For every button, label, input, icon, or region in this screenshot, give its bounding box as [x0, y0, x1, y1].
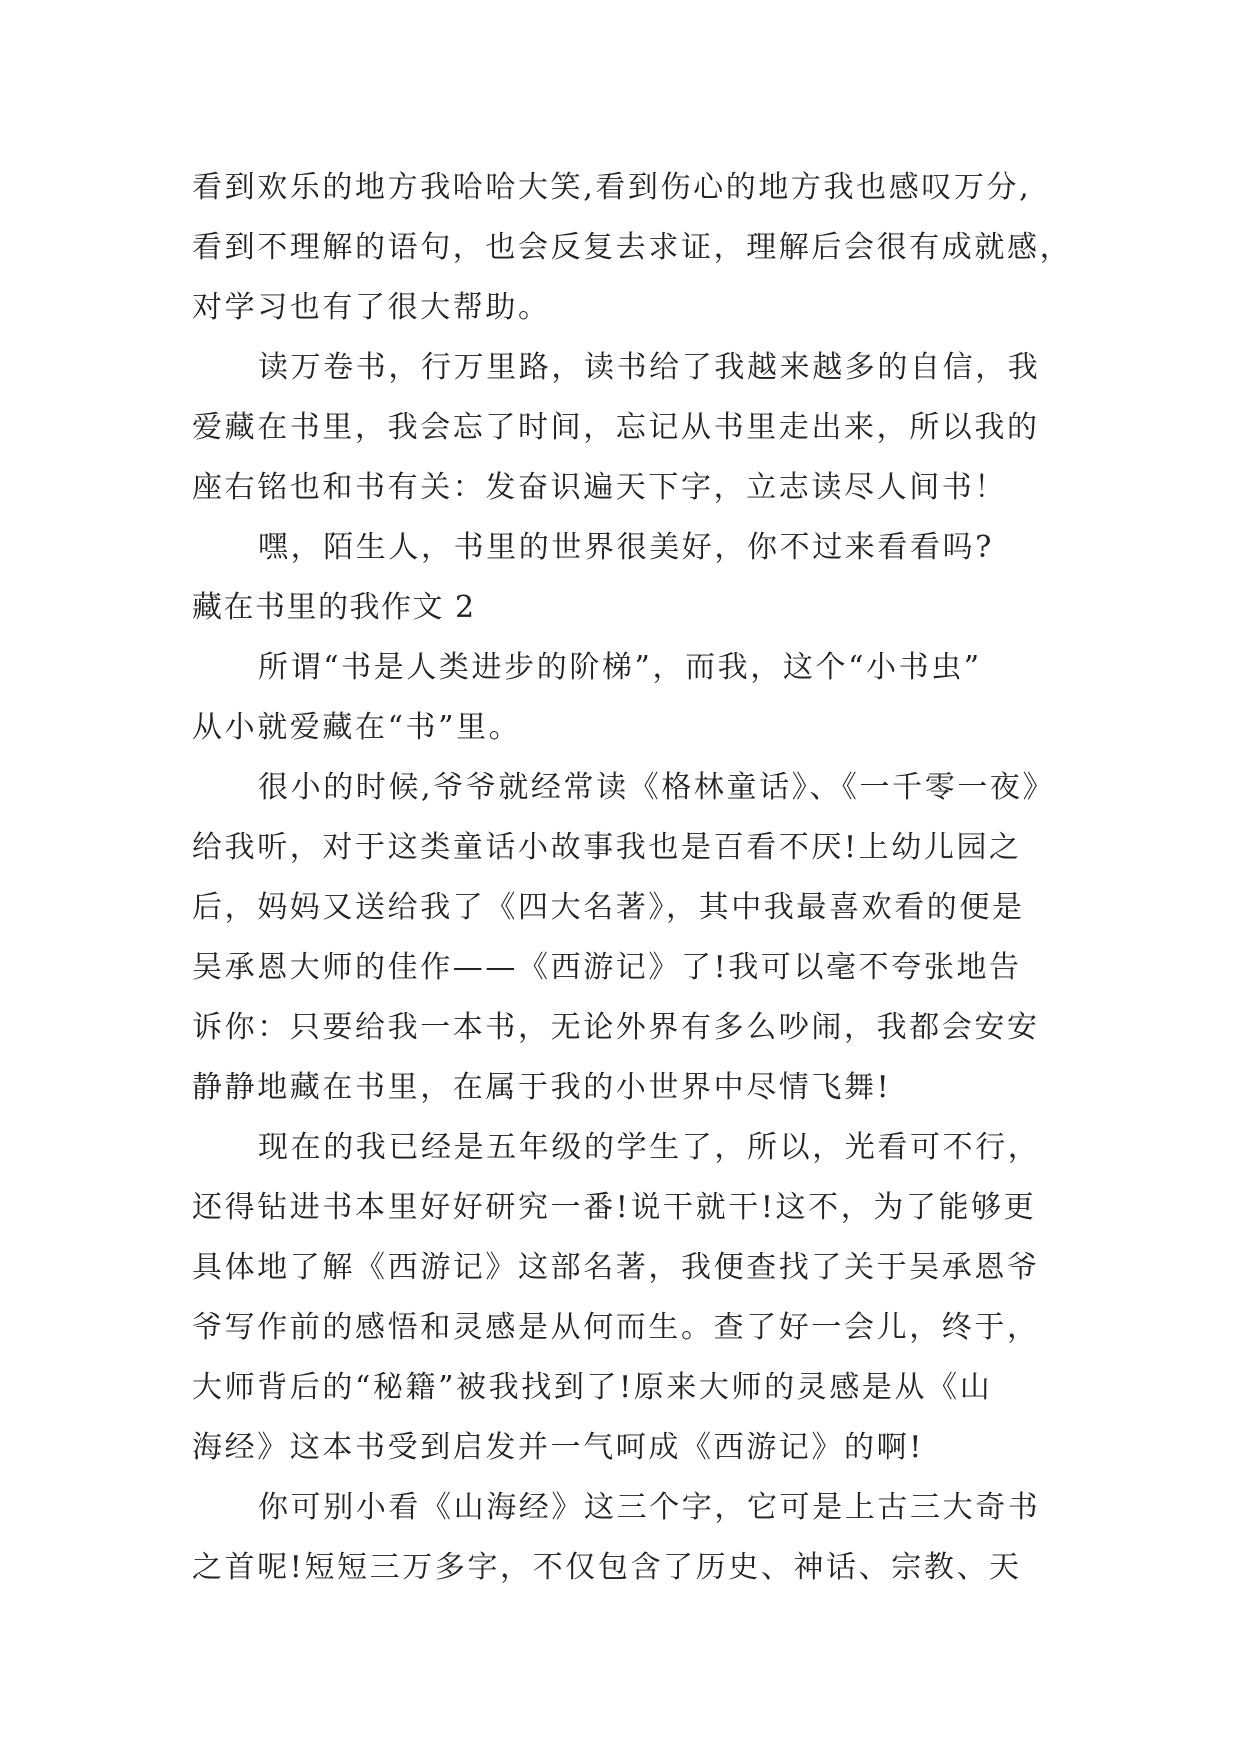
text-line: 读万卷书，行万里路，读书给了我越来越多的自信，我 [258, 350, 1041, 385]
text-line: 很小的时候,爷爷就经常读《格林童话》、《一千零一夜》 [258, 770, 1056, 805]
text-line: 现在的我已经是五年级的学生了，所以，光看可不行， [258, 1130, 1041, 1165]
paragraph-childhood [192, 758, 1092, 1118]
paragraph-research [192, 1118, 1092, 1478]
paragraph-bookworm [192, 638, 1092, 758]
text-line: 之首呢!短短三万多字，不仅包含了历史、神话、宗教、天 [192, 1550, 1022, 1585]
text-line: 看到欢乐的地方我哈哈大笑,看到伤心的地方我也感叹万分, [192, 170, 1032, 205]
paragraph-intro [192, 158, 1092, 338]
text-line: 对学习也有了很大帮助。 [192, 290, 551, 325]
essay-title-text: 藏在书里的我作文 2 [192, 590, 476, 625]
text-line: 爱藏在书里，我会忘了时间，忘记从书里走出来，所以我的 [192, 410, 1040, 445]
text-line: 具体地了解《西游记》这部名著，我便查找了关于吴承恩爷 [192, 1250, 1040, 1285]
text-line: 座右铭也和书有关：发奋识遍天下字，立志读尽人间书！ [192, 470, 1007, 505]
paragraph-shanhaijing [192, 1478, 1092, 1598]
text-line: 从小就爱藏在“书”里。 [192, 710, 522, 745]
text-line: 海经》这本书受到启发并一气呵成《西游记》的啊! [192, 1430, 924, 1465]
text-line: 爷写作前的感悟和灵感是从何而生。查了好一会儿，终于， [192, 1310, 1040, 1345]
text-line: 静静地藏在书里，在属于我的小世界中尽情飞舞! [192, 1070, 892, 1105]
text-line: 看到不理解的语句，也会反复去求证，理解后会很有成就感， [192, 230, 1073, 265]
text-line: 后，妈妈又送给我了《四大名著》，其中我最喜欢看的便是 [192, 890, 1025, 925]
text-line: 给我听，对于这类童话小故事我也是百看不厌!上幼儿园之 [192, 830, 1022, 865]
text-line: 诉你：只要给我一本书，无论外界有多么吵闹，我都会安安 [192, 1010, 1040, 1045]
text-line: 还得钻进书本里好好研究一番!说干就干!这不，为了能够更 [192, 1190, 1037, 1225]
paragraph-read-books [192, 338, 1092, 518]
paragraph-stranger [192, 518, 1092, 578]
text-line: 嘿，陌生人，书里的世界很美好，你不过来看看吗? [258, 530, 994, 565]
document-page [192, 158, 1092, 1598]
text-line: 所谓“书是人类进步的阶梯”，而我，这个“小书虫” [258, 650, 982, 685]
text-line: 吴承恩大师的佳作——《西游记》了!我可以毫不夸张地告 [192, 950, 1022, 985]
text-line: 你可别小看《山海经》这三个字，它可是上古三大奇书 [258, 1490, 1041, 1525]
text-line: 大师背后的“秘籍”被我找到了!原来大师的灵感是从《山 [192, 1370, 993, 1405]
essay-title [192, 578, 1092, 638]
